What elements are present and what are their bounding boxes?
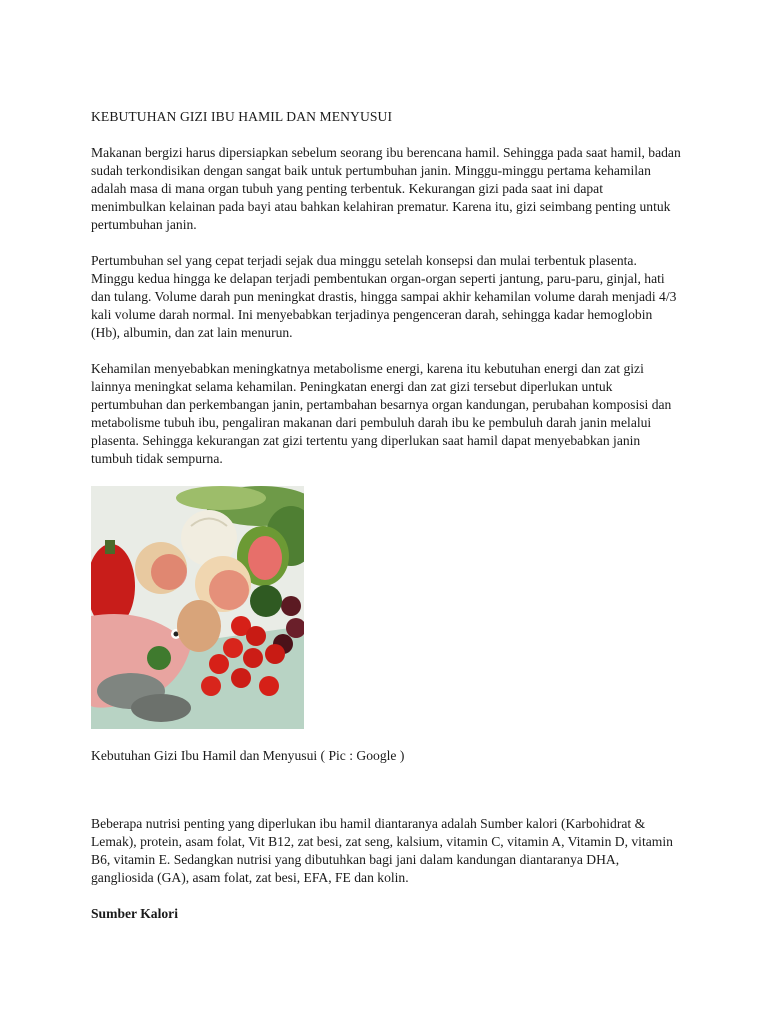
paragraph-4: Beberapa nutrisi penting yang diperlukan ibu hamil diantaranya adalah Sumber kalori (Karbohidrat & Lemak), protein, asam folat, Vit B12, zat besi, zat seng, kalsium, vitamin C, vitamin A, Vitamin D, vitamin B6, vitamin E. Sedangkan nutrisi yang dibutuhkan bagi jani dalam kandungan diantaranya DHA, gangliosida (GA), asam folat, zat besi, EFA, FE dan kolin.: [91, 816, 673, 885]
paragraph-1: Makanan bergizi harus dipersiapkan sebelum seorang ibu berencana hamil. Sehingga pada saat hamil, badan sudah terkondisikan dengan sangat baik untuk pertumbuhan janin. Minggu-minggu pertama kehamilan adalah masa di mana organ tubuh yang penting terbentuk. Kekurangan gizi pada saat ini dapat menimbulkan kelainan pada bayi atau bahkan kelahiran prematur. Karena itu, gizi seimbang penting untuk pertumbuhan janin.: [91, 145, 681, 232]
spacer: [91, 765, 681, 815]
paragraph-3: Kehamilan menyebabkan meningkatnya metabolisme energi, karena itu kebutuhan energi dan zat gizi lainnya meningkat selama kehamilan. Peningkatan energi dan zat gizi tersebut diperlukan untuk pertumbuhan dan perkembangan janin, pertambahan besarnya organ kandungan, perubahan komposisi dan metabolisme tubuh ibu, pengaliran makanan dari pembuluh darah ibu ke pembuluh darah janin melalui plasenta. Sehingga kekurangan zat gizi tertentu yang diperlukan saat hamil dapat menyebabkan janin tumbuh tidak sempurna.: [91, 361, 672, 466]
document-title: KEBUTUHAN GIZI IBU HAMIL DAN MENYUSUI: [91, 109, 393, 124]
image-caption: Kebutuhan Gizi Ibu Hamil dan Menyusui ( Pic : Google ): [91, 748, 405, 763]
document-page: [91, 108, 681, 923]
food-photo: [91, 486, 304, 729]
paragraph-2: Pertumbuhan sel yang cepat terjadi sejak dua minggu setelah konsepsi dan mulai terbentuk plasenta. Minggu kedua hingga ke delapan terjadi pembentukan organ-organ seperti jantung, paru-paru, ginjal, hati dan tulang. Volume darah pun meningkat drastis, hingga sampai akhir kehamilan volume darah menjadi 4/3 kali volume darah normal. Ini menyebabkan terjadinya pengenceran darah, sehingga kadar hemoglobin (Hb), albumin, dan zat lain menurun.: [91, 253, 677, 340]
section-heading: Sumber Kalori: [91, 906, 178, 921]
